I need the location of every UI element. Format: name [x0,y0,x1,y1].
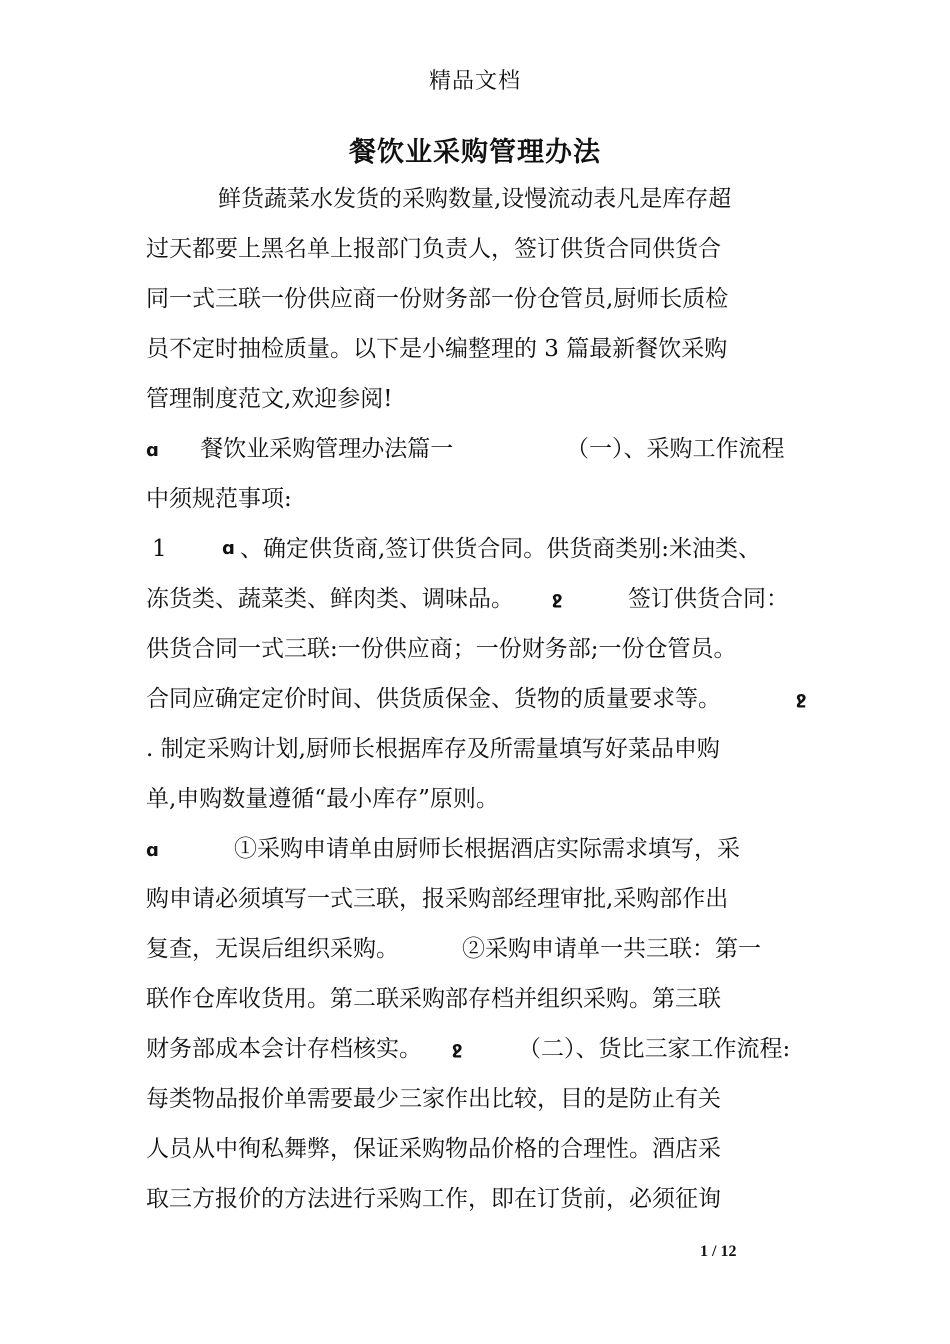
paragraph-line [146,1029,836,1069]
paragraph-line: 管理制度范文,欢迎参阅! [146,386,393,412]
paragraph-line: 人员从中徇私舞弊，保证采购物品价格的合理性。酒店采 [146,1136,721,1162]
line-text: 冻货类、蔬菜类、鲜肉类、调味品。 [146,586,514,612]
paragraph-line [146,679,826,719]
line-text: 鲜货蔬菜水发货的采购数量,设慢流动表凡是库存超 [218,186,732,212]
paragraph-line: 联作仓库收货用。第二联采购部存档并组织采购。第三联 [146,986,721,1012]
paragraph-line: 员不定时抽检质量。以下是小编整理的 3 篇最新餐饮采购 [146,336,728,362]
paragraph-line: 取三方报价的方法进行采购工作，即在订货前，必须征询 [146,1186,721,1212]
line-text: 合同应确定定价时间、供货质保金、货物的质量要求等。 [146,686,721,712]
subsection-heading: （一）、采购工作流程 [566,436,785,462]
paragraph-line: 同一式三联一份供应商一份财务部一份仓管员,厨师长质检 [146,286,729,312]
paragraph-line: 单,申购数量遵循“最小库存”原则。 [146,786,499,812]
line-text: ②采购申请单一共三联：第一 [462,936,761,962]
paragraph-line: 中须规范事项: [146,486,292,512]
section-heading: 餐饮业采购管理办法篇一 [200,436,454,462]
subsection-heading: （二）、货比三家工作流程: [518,1036,791,1062]
paragraph-line [146,529,836,569]
bullet-mark: ջ [796,688,807,709]
line-text: 复查，无误后组织采购。 [146,936,399,962]
line-text: 财务部成本会计存档核实。 [146,1036,422,1062]
line-text: 、确定供货商,签订供货合同。供货商类别:米油类、 [240,536,762,562]
bullet-mark: ɑ [222,538,235,559]
paragraph-line: 每类物品报价单需要最少三家作出比较，目的是防止有关 [146,1086,721,1112]
paragraph-line [146,829,826,869]
paragraph-line: . 制定采购计划,厨师长根据库存及所需量填写好菜品申购 [146,736,720,762]
line-text: ①采购申请单由厨师长根据酒店实际需求填写，采 [234,836,740,862]
bullet-mark: ջ [552,588,563,609]
paragraph-line: 过天都要上黑名单上报部门负责人，签订供货合同供货合 [146,236,721,262]
page-header: 精品文档 [428,69,521,94]
bullet-mark: ջ [452,1038,463,1059]
paragraph-line [146,429,826,469]
bullet-mark: ɑ [146,440,159,461]
page-number: 1 / 12 [700,1243,737,1260]
bullet-mark: ɑ [146,840,159,861]
paragraph-line [146,579,826,619]
paragraph-line [146,179,826,219]
paragraph-line [146,929,826,969]
item-number: 1 [152,536,167,562]
paragraph-line: 供货合同一式三联:一份供应商；一份财务部;一份仓管员。 [146,636,737,662]
paragraph-line: 购申请必须填写一式三联，报采购部经理审批,采购部作出 [146,886,729,912]
line-text: 签订供货合同： [628,586,789,612]
document-title: 餐饮业采购管理办法 [349,137,601,168]
